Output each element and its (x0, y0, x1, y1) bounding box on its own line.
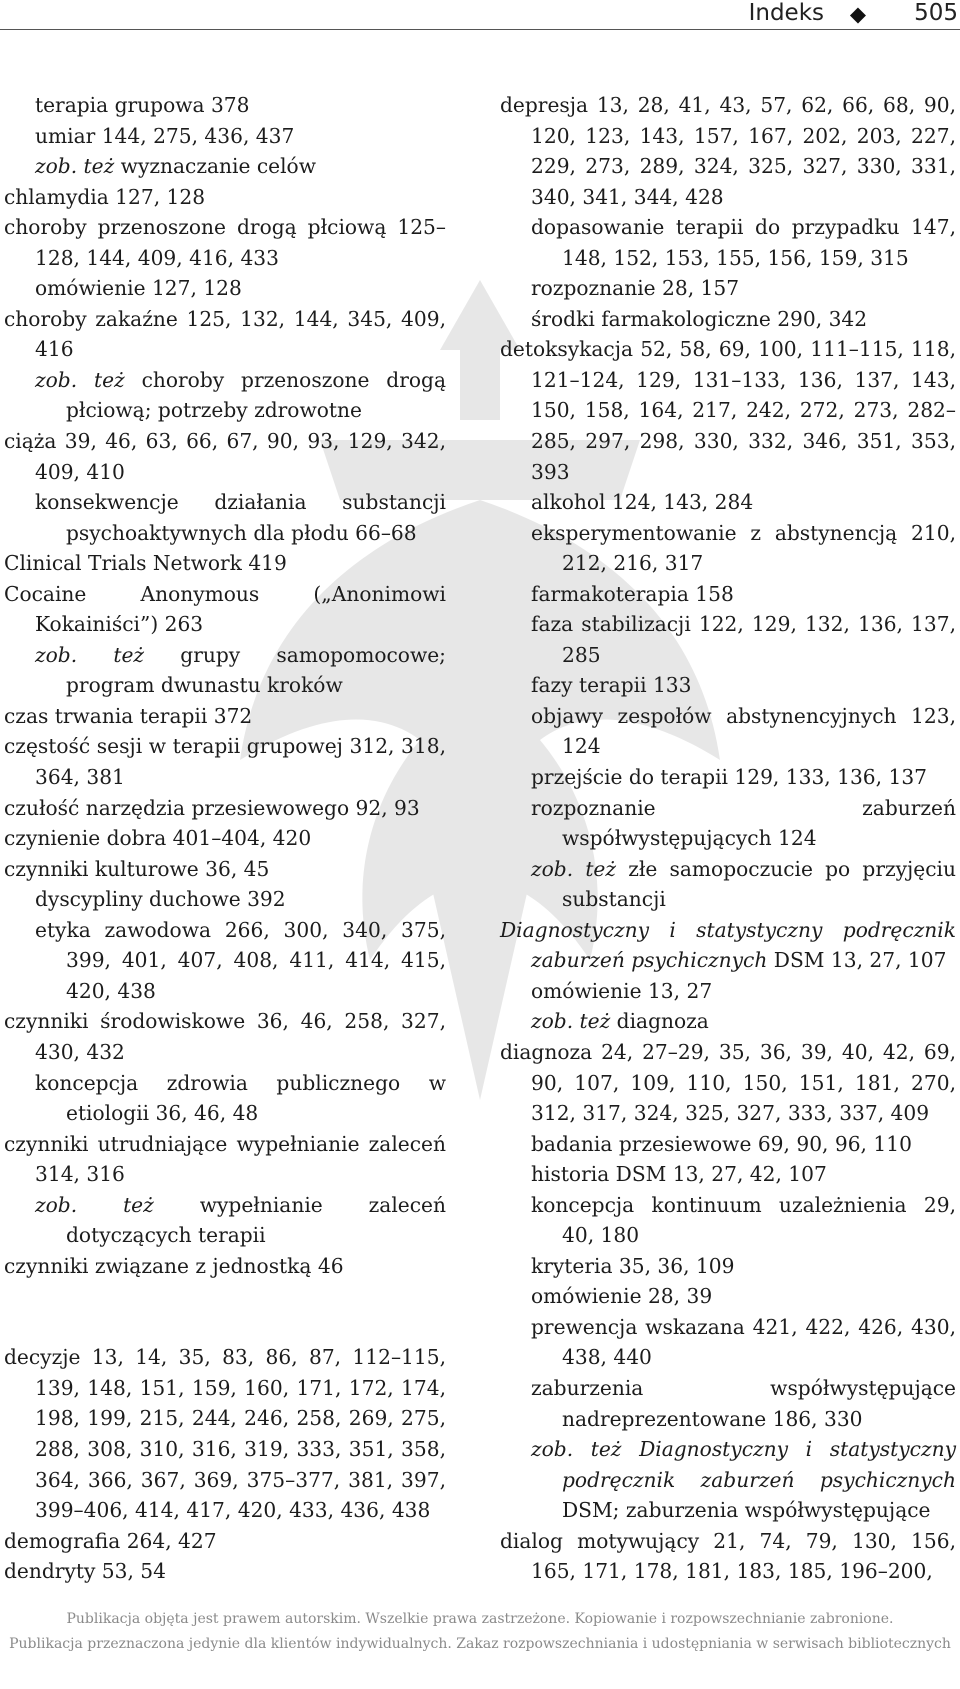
entry-text: czułość narzędzia przesiewowego 92, 93 (4, 795, 420, 820)
index-entry (500, 334, 956, 487)
index-entry (4, 1129, 446, 1190)
entry-text: objawy zespołów abstynencyjnych 123, 124 (531, 703, 956, 759)
index-entry (4, 426, 446, 487)
index-subentry (500, 1006, 956, 1037)
index-subentry (500, 304, 956, 335)
entry-text: DSM; zaburzenia współwystępujące (562, 1498, 931, 1523)
entry-text: czynniki środowiskowe 36, 46, 258, 327, 430, 432 (4, 1009, 446, 1064)
index-subentry (4, 640, 446, 701)
entry-text: Cocaine Anonymous („Anonimowi Kokainiści”) 263 (4, 581, 446, 637)
letter-group-gap (4, 1281, 446, 1342)
index-subentry (4, 915, 446, 1007)
entry-text: Clinical Trials Network 419 (4, 551, 287, 576)
index-subentry (4, 884, 446, 915)
entry-text: omówienie 127, 128 (35, 276, 242, 301)
entry-text: grupy samopomocowe; program dwunastu kroków (66, 642, 446, 698)
index-subentry (500, 854, 956, 915)
index-subentry (4, 1190, 446, 1251)
entry-text: środki farmakologiczne 290, 342 (531, 306, 868, 331)
entry-text: czynienie dobra 401–404, 420 (4, 826, 312, 851)
entry-text: choroby przenoszone drogą płciową; potrzeby zdrowotne (66, 367, 446, 423)
index-entry (4, 182, 446, 213)
index-entry (4, 1556, 446, 1587)
index-entry (500, 915, 956, 976)
index-subentry (4, 365, 446, 426)
entry-text: czynniki kulturowe 36, 45 (4, 856, 270, 881)
index-subentry (500, 487, 956, 518)
entry-text: czas trwania terapii 372 (4, 703, 253, 728)
index-subentry (500, 518, 956, 579)
entry-text: przejście do terapii 129, 133, 136, 137 (531, 765, 928, 790)
index-entry (4, 731, 446, 792)
entry-text: diagnoza 24, 27–29, 35, 36, 39, 40, 42, 69, 90, 107, 109, 110, 150, 151, 181, 270, 312, 317, 324, 325, 327, 333, 337, 409 (500, 1039, 956, 1126)
index-column-left (4, 90, 446, 1587)
entry-text: DSM 13, 27, 107 (767, 948, 947, 973)
index-subentry (4, 273, 446, 304)
index-subentry (4, 151, 446, 182)
entry-text: etyka zawodowa 266, 300, 340, 375, 399, 401, 407, 408, 411, 414, 415, 420, 438 (35, 917, 446, 1003)
index-entry (4, 304, 446, 365)
entry-text: złe samopoczucie po przyjęciu substancji (562, 856, 956, 912)
index-entry (4, 1006, 446, 1067)
entry-text: alkohol 124, 143, 284 (531, 490, 754, 515)
index-subentry (500, 1281, 956, 1312)
entry-text: zaburzenia współwystępujące nadreprezentowane 186, 330 (531, 1375, 956, 1431)
cross-reference-label: zob. też (35, 154, 115, 179)
entry-text: demografia 264, 427 (4, 1528, 217, 1553)
index-entry (4, 793, 446, 824)
entry-text: wypełnianie zaleceń dotyczących terapii (66, 1192, 446, 1248)
index-subentry (500, 701, 956, 762)
entry-text: konsekwencje działania substancji psychoaktywnych dla płodu 66–68 (35, 490, 446, 545)
index-subentry (500, 1190, 956, 1251)
index-column-right (500, 90, 956, 1587)
index-subentry (500, 273, 956, 304)
index-subentry (4, 90, 446, 121)
cross-reference-label: zob. też (531, 856, 617, 881)
entry-text: wyznaczanie celów (114, 154, 316, 179)
index-entry (4, 548, 446, 579)
page-number: 505 (914, 0, 958, 26)
entry-text: dialog motywujący 21, 74, 79, 130, 156, 165, 171, 178, 181, 183, 185, 196–200, (500, 1528, 956, 1584)
index-subentry (500, 976, 956, 1007)
index-subentry (500, 793, 956, 854)
entry-text: dendryty 53, 54 (4, 1559, 166, 1584)
index-subentry (500, 670, 956, 701)
entry-text: dyscypliny duchowe 392 (35, 887, 286, 912)
index-entry (4, 701, 446, 732)
entry-text: decyzje 13, 14, 35, 83, 86, 87, 112–115, 139, 148, 151, 159, 160, 171, 172, 174, 198, 199, 215, 244, 246, 258, 269, 275, 288, 308, 310, 316, 319, 333, 351, 358, 364, 366, 367, 369, 375–377, 381, 397, 399–406, 414, 417, 420, 433, 436, 438 (4, 1345, 446, 1523)
entry-text: ciąża 39, 46, 63, 66, 67, 90, 93, 129, 342, 409, 410 (4, 429, 446, 484)
index-entry (4, 854, 446, 885)
entry-text: rozpoznanie zaburzeń współwystępujących 124 (531, 795, 956, 851)
entry-text: rozpoznanie 28, 157 (531, 276, 740, 301)
entry-text: kryteria 35, 36, 109 (531, 1253, 735, 1278)
entry-text: koncepcja kontinuum uzależnienia 29, 40, 180 (531, 1192, 956, 1248)
entry-text: omówienie 13, 27 (531, 978, 713, 1003)
cross-reference-label: zob. też (35, 642, 145, 667)
entry-text: choroby zakaźne 125, 132, 144, 345, 409, 416 (4, 306, 446, 362)
index-subentry (4, 1068, 446, 1129)
index-subentry (500, 609, 956, 670)
entry-text: farmakoterapia 158 (531, 581, 734, 606)
cross-reference-label: zob. też (531, 1009, 611, 1034)
index-entry (4, 1342, 446, 1525)
entry-text: częstość sesji w terapii grupowej 312, 318, 364, 381 (4, 734, 446, 790)
entry-text: dopasowanie terapii do przypadku 147, 148, 152, 153, 155, 156, 159, 315 (531, 215, 956, 270)
copyright-notice: Publikacja objęta jest prawem autorskim. Wszelkie prawa zastrzeżone. Kopiowanie i rozpowszechnianie zabronione. (66, 1611, 894, 1627)
index-entry (4, 1251, 446, 1282)
index-subentry (500, 1129, 956, 1160)
entry-title-italic: Diagnostyczny i statystyczny podręcznik zaburzeń psychicznych (500, 917, 956, 973)
index-entry (4, 579, 446, 640)
entry-text: faza stabilizacji 122, 129, 132, 136, 137, 285 (531, 612, 956, 667)
entry-text: umiar 144, 275, 436, 437 (35, 123, 295, 148)
running-head (0, 0, 960, 32)
entry-text: omówienie 28, 39 (531, 1284, 713, 1309)
entry-text: historia DSM 13, 27, 42, 107 (531, 1162, 827, 1187)
index-subentry (500, 1434, 956, 1526)
entry-text: prewencja wskazana 421, 422, 426, 430, 438, 440 (531, 1314, 956, 1370)
entry-text: terapia grupowa 378 (35, 93, 250, 117)
entry-text: czynniki związane z jednostką 46 (4, 1253, 344, 1278)
entry-text: eksperymentowanie z abstynencją 210, 212, 216, 317 (531, 520, 956, 576)
header-rule (0, 29, 960, 30)
index-subentry (500, 212, 956, 273)
entry-text: detoksykacja 52, 58, 69, 100, 111–115, 118, 121–124, 129, 131–133, 136, 137, 143, 150, 158, 164, 217, 242, 272, 273, 282–285, 297, 298, 330, 332, 346, 351, 353, 393 (500, 337, 956, 484)
license-notice: Publikacja przeznaczona jedynie dla klientów indywidualnych. Zakaz rozpowszechniania i udostępniania w serwisach bibliotecznych (9, 1636, 951, 1652)
entry-text: chlamydia 127, 128 (4, 184, 206, 209)
cross-reference-label: zob. też Diagnostyczny i statystyczny podręcznik zaburzeń psychicznych (531, 1437, 956, 1492)
index-subentry (500, 1373, 956, 1434)
diamond-icon: ◆ (849, 2, 866, 26)
entry-text: fazy terapii 133 (531, 673, 692, 698)
index-subentry (500, 762, 956, 793)
entry-text: diagnoza (610, 1009, 709, 1034)
index-entry (500, 90, 956, 212)
index-subentry (500, 1251, 956, 1282)
cross-reference-label: zob. też (35, 367, 125, 392)
index-subentry (4, 487, 446, 548)
index-entry (4, 1526, 446, 1557)
index-subentry (500, 1159, 956, 1190)
entry-text: badania przesiewowe 69, 90, 96, 110 (531, 1131, 912, 1156)
running-head-title: Indeks (748, 0, 824, 26)
index-entry (4, 823, 446, 854)
index-entry (500, 1526, 956, 1587)
entry-text: czynniki utrudniające wypełnianie zaleceń 314, 316 (4, 1131, 446, 1187)
entry-text: koncepcja zdrowia publicznego w etiologii 36, 46, 48 (35, 1070, 446, 1126)
index-entry (4, 212, 446, 273)
cross-reference-label: zob. też (35, 1192, 154, 1217)
entry-text: choroby przenoszone drogą płciową 125–128, 144, 409, 416, 433 (4, 215, 446, 270)
index-subentry (500, 1312, 956, 1373)
entry-text: depresja 13, 28, 41, 43, 57, 62, 66, 68, 90, 120, 123, 143, 157, 167, 202, 203, 227, 229, 273, 289, 324, 325, 327, 330, 331, 340, 341, 344, 428 (500, 93, 956, 209)
index-entry (500, 1037, 956, 1129)
index-subentry (500, 579, 956, 610)
index-subentry (4, 121, 446, 152)
